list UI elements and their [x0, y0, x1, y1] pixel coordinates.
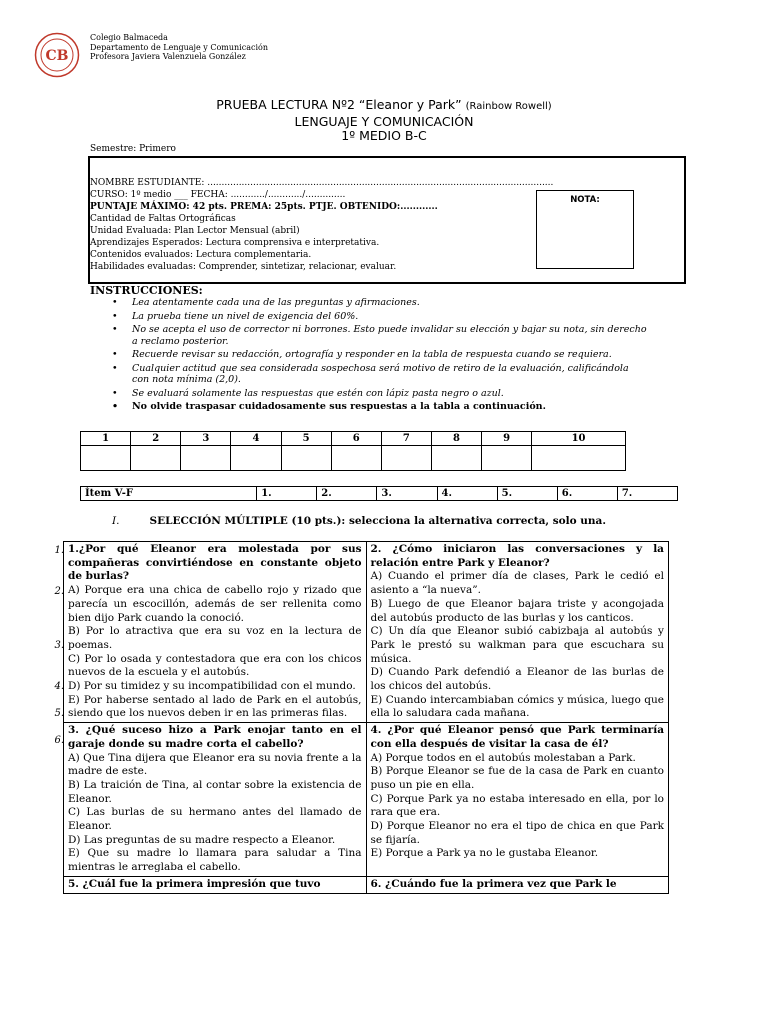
option[interactable]: C) Un día que Eleanor subió cabizbaja al autobús y Park le prestó su walkman para que escuchara su música.: [370, 625, 664, 665]
instructions-title: INSTRUCCIONES:: [90, 284, 203, 297]
course-date-field[interactable]: CURSO: 1º medio ___ FECHA: ............/............/..............: [90, 190, 346, 200]
instruction-item: • Lea atentamente cada una de las preguntas y afirmaciones.: [108, 297, 648, 309]
true-false-row: Ítem V-F 1. 2. 3. 4. 5. 6. 7.: [81, 487, 678, 501]
student-info-box: [88, 156, 686, 284]
option[interactable]: E) Porque a Park ya no le gustaba Eleanor.: [370, 847, 599, 860]
option[interactable]: D) Las preguntas de su madre respecto a Eleanor.: [68, 833, 336, 846]
question-6: 6. ¿Cuándo fue la primera vez que Park le: [366, 876, 669, 893]
department-name: Departamento de Lenguaje y Comunicación: [90, 42, 268, 52]
option[interactable]: E) Por haberse sentado al lado de Park en el autobús, siendo que los nuevos deben ir en las primeras filas.: [68, 693, 362, 720]
semester-label: Semestre: Primero: [90, 144, 176, 154]
answer-table: [80, 431, 626, 471]
school-logo: [34, 32, 80, 78]
grade-box[interactable]: NOTA:: [536, 190, 634, 269]
question-1: 1.¿Por qué Eleanor era molestada por sus compañeras convirtiéndose en constante objeto de burlas? A) Porque era una chica de cabello rojo y rizado que parecía un escocillón, además de ser rellenita como bien dijo Park cuando la conoció. B) Por lo atractiva que era su voz en la lectura de poemas. C) Por lo osada y contestadora que era con los chicos nuevos de la escuela y el autobús. D) Por su timidez y su incompatibilidad con el mundo. E) Por haberse sentado al lado de Park en el autobús, siendo que los nuevos deben ir en las primeras filas.: [64, 542, 367, 723]
answer-cell[interactable]: [431, 446, 481, 471]
questions-table: [63, 541, 669, 894]
instruction-item: • La prueba tiene un nivel de exigencia del 60%.: [108, 311, 648, 323]
answer-table-header: 1 2 3 4 5 6 7 8 9 10: [81, 432, 626, 446]
option[interactable]: A) Que Tina dijera que Eleanor era su novia frente a la madre de este.: [68, 751, 362, 778]
option[interactable]: A) Porque todos en el autobús molestaban a Park.: [370, 751, 636, 764]
question-row: [64, 723, 669, 877]
answer-cell[interactable]: [281, 446, 331, 471]
answer-cell[interactable]: [181, 446, 231, 471]
school-header: [90, 33, 268, 62]
learning-goals: Aprendizajes Esperados: Lectura comprensiva e interpretativa.: [90, 238, 380, 248]
option[interactable]: C) Por lo osada y contestadora que era con los chicos nuevos de la escuela y el autobús.: [68, 652, 362, 679]
answer-cell[interactable]: [482, 446, 532, 471]
option[interactable]: E) Que su madre lo llamara para saludar a Tina mientras le arreglaba el cabello.: [68, 847, 362, 874]
question-5: 5. ¿Cuál fue la primera impresión que tuvo: [64, 876, 367, 893]
unit-evaluated: Unidad Evaluada: Plan Lector Mensual (abril): [90, 226, 300, 236]
author: (Rainbow Rowell): [465, 101, 552, 112]
question-2: 2. ¿Cómo iniciaron las conversaciones y la relación entre Park y Eleanor? A) Cuando el primer día de clases, Park le cedió el asiento a “la nueva”. B) Luego de que Eleanor bajara triste y acongojada del autobús producto de las burlas y los canticos. C) Un día que Eleanor subió cabizbaja al autobús y Park le prestó su walkman para que escuchara su música. D) Cuando Park defendió a Eleanor de las burlas de los chicos del autobús. E) Cuando intercambiaban cómics y música, luego que ella lo saludara cada mañana.: [366, 542, 669, 723]
instruction-item: • Cualquier actitud que sea considerada sospechosa será motivo de retiro de la evaluación, calificándola con nota mínima (2,0).: [108, 363, 648, 386]
instruction-item: • No olvide traspasar cuidadosamente sus respuestas a la tabla a continuación.: [108, 401, 648, 413]
answer-cell[interactable]: [231, 446, 281, 471]
true-false-table: [80, 486, 678, 501]
option[interactable]: C) Porque Park ya no estaba interesado en ella, por lo rara que era.: [370, 792, 664, 819]
question-row: [64, 542, 669, 723]
margin-numbers: 1. 2. 3. 4. 5. 6.: [54, 545, 64, 746]
answer-table-row: [81, 446, 626, 471]
instructions-list: [108, 297, 648, 415]
option[interactable]: B) Porque Eleanor se fue de la casa de Park en cuanto puso un pie en ella.: [370, 765, 664, 791]
instruction-item: • Se evaluará solamente las respuestas que estén con lápiz pasta negro o azul.: [108, 388, 648, 400]
option[interactable]: B) Por lo atractiva que era su voz en la lectura de poemas.: [68, 625, 362, 651]
instruction-item: • No se acepta el uso de corrector ni borrones. Esto puede invalidar su elección y bajar su nota, sin derecho a reclamo posterior.: [108, 324, 648, 347]
exam-titles: [0, 98, 768, 144]
instruction-item: • Recuerde revisar su redacción, ortografía y responder en la tabla de respuesta cuando se requiera.: [108, 349, 648, 361]
student-name-field[interactable]: NOMBRE ESTUDIANTE: .........................................................................................................................: [90, 178, 554, 188]
exam-title: PRUEBA LECTURA Nº2 “Eleanor y Park” (Rainbow Rowell): [216, 97, 552, 112]
svg-text:CB: CB: [45, 48, 69, 64]
option[interactable]: D) Porque Eleanor no era el tipo de chica en que Park se fijaría.: [370, 820, 664, 846]
skills-evaluated: Habilidades evaluadas: Comprender, sintetizar, relacionar, evaluar.: [90, 262, 397, 272]
spelling-errors: Cantidad de Faltas Ortográficas: [90, 214, 236, 224]
score-line: PUNTAJE MÁXIMO: 42 pts. PREMA: 25pts. PTJE. OBTENIDO:............: [90, 202, 438, 212]
question-4: 4. ¿Por qué Eleanor pensó que Park terminaría con ella después de visitar la casa de él? A) Porque todos en el autobús molestaban a Park. B) Porque Eleanor se fue de la casa de Park en cuanto puso un pie en ella. C) Porque Park ya no estaba interesado en ella, por lo rara que era. D) Porque Eleanor no era el tipo de chica en que Park se fijaría. E) Porque a Park ya no le gustaba Eleanor.: [366, 723, 669, 877]
answer-cell[interactable]: [81, 446, 131, 471]
option[interactable]: B) La traición de Tina, al contar sobre la existencia de Eleanor.: [68, 778, 362, 805]
answer-cell[interactable]: [331, 446, 381, 471]
answer-cell[interactable]: [381, 446, 431, 471]
option[interactable]: A) Porque era una chica de cabello rojo y rizado que parecía un escocillón, además de ser rellenita como bien dijo Park cuando la conoció.: [68, 584, 362, 624]
answer-cell[interactable]: [131, 446, 181, 471]
section-heading: I. SELECCIÓN MÚLTIPLE (10 pts.): selecciona la alternativa correcta, solo una.: [112, 515, 607, 527]
option[interactable]: D) Cuando Park defendió a Eleanor de las burlas de los chicos del autobús.: [370, 666, 664, 693]
option[interactable]: D) Por su timidez y su incompatibilidad con el mundo.: [68, 680, 356, 693]
contents-evaluated: Contenidos evaluados: Lectura complementaria.: [90, 250, 312, 260]
course-title: 1º MEDIO B-C: [341, 128, 427, 143]
option[interactable]: E) Cuando intercambiaban cómics y música, luego que ella lo saludara cada mañana.: [370, 693, 664, 720]
option[interactable]: A) Cuando el primer día de clases, Park le cedió el asiento a “la nueva”.: [370, 570, 664, 597]
answer-cell[interactable]: [532, 446, 626, 471]
subject-title: LENGUAJE Y COMUNICACIÓN: [294, 113, 474, 129]
question-3: 3. ¿Qué suceso hizo a Park enojar tanto en el garaje donde su madre corta el cabello? A) Que Tina dijera que Eleanor era su novia frente a la madre de este. B) La traición de Tina, al contar sobre la existencia de Eleanor. C) Las burlas de su hermano antes del llamado de Eleanor. D) Las preguntas de su madre respecto a Eleanor. E) Que su madre lo llamara para saludar a Tina mientras le arreglaba el cabello.: [64, 723, 367, 877]
school-name: Colegio Balmaceda: [90, 33, 168, 42]
option[interactable]: B) Luego de que Eleanor bajara triste y acongojada del autobús producto de las burlas y los canticos.: [370, 597, 664, 624]
teacher-name: Profesora Javiera Valenzuela González: [90, 52, 246, 61]
option[interactable]: C) Las burlas de su hermano antes del llamado de Eleanor.: [68, 806, 362, 833]
question-row: [64, 876, 669, 893]
